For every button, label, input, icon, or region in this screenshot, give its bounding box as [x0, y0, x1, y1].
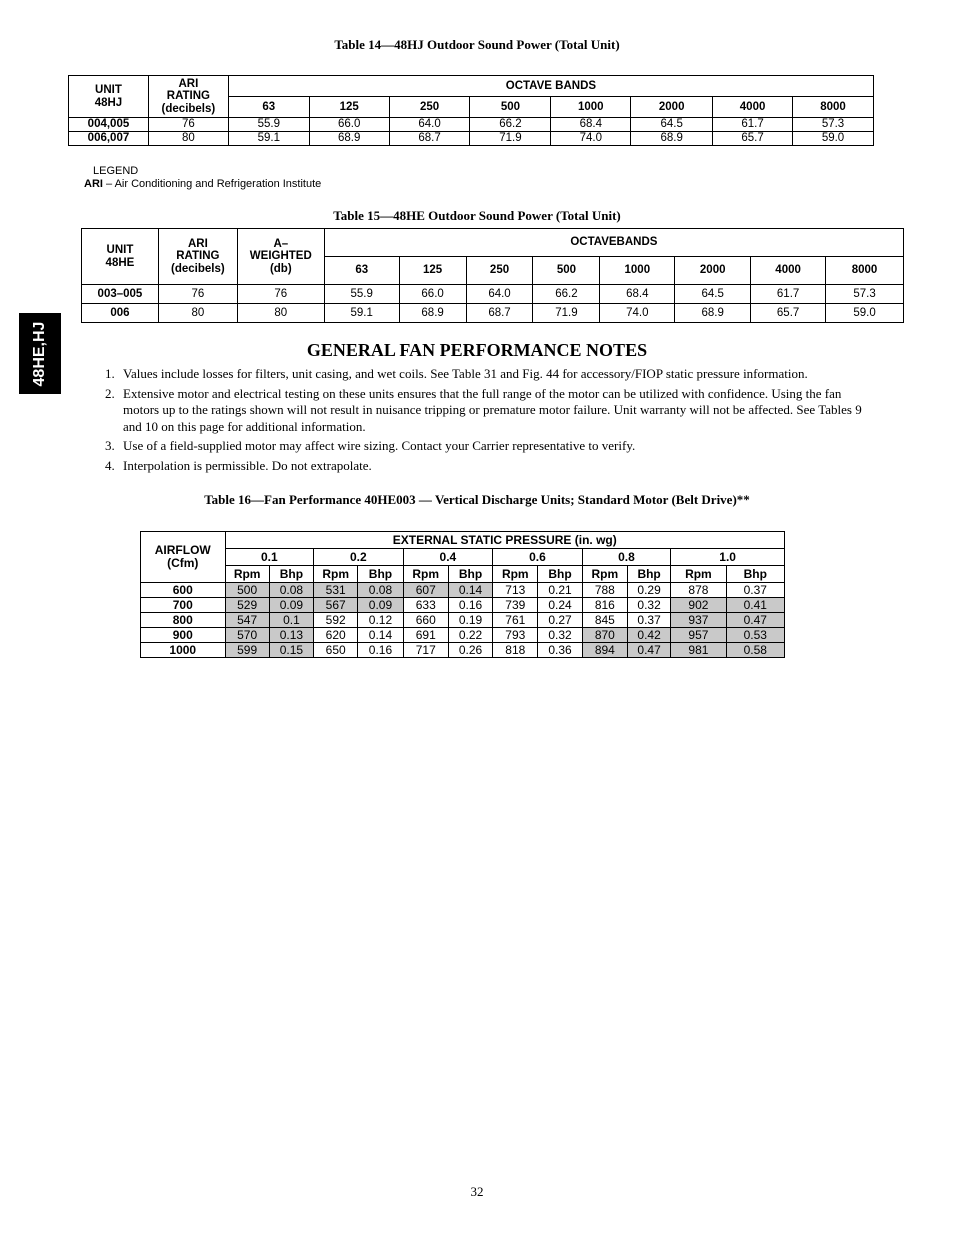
value-cell: 71.9: [470, 132, 551, 146]
value-cell: 55.9: [228, 118, 309, 132]
rpm-cell: 547: [225, 613, 269, 628]
header-line: RATING: [166, 90, 210, 103]
table-row: [82, 285, 904, 304]
bhp-cell: 0.16: [358, 643, 403, 658]
band-header: 250: [466, 257, 533, 285]
legend-abbr: ARI: [84, 178, 103, 190]
rpm-cell: 981: [671, 643, 726, 658]
header-line: ARI: [187, 238, 208, 251]
bhp-cell: 0.58: [726, 643, 784, 658]
airflow-cell: 900: [141, 628, 226, 643]
table15-aweighted-header: [237, 229, 324, 285]
legend-title: LEGEND: [93, 165, 139, 177]
bhp-header: Bhp: [627, 566, 670, 583]
legend-entry: [84, 178, 321, 190]
notes-list: [105, 366, 875, 477]
band-header: 1000: [551, 97, 631, 118]
bhp-cell: 0.27: [538, 613, 582, 628]
value-cell: 68.9: [309, 132, 389, 146]
table-row: [69, 132, 874, 146]
value-cell: 68.9: [631, 132, 713, 146]
rpm-cell: 937: [671, 613, 726, 628]
bhp-cell: 0.08: [358, 583, 403, 598]
aweighted-cell: 80: [237, 304, 324, 323]
value-cell: 66.0: [399, 285, 466, 304]
bhp-cell: 0.26: [448, 643, 492, 658]
rpm-header: Rpm: [671, 566, 726, 583]
rpm-cell: 957: [671, 628, 726, 643]
value-cell: 64.5: [675, 285, 751, 304]
unit-cell: 003–005: [82, 285, 159, 304]
table-row: [69, 118, 874, 132]
airflow-cell: 600: [141, 583, 226, 598]
value-cell: 57.3: [826, 285, 904, 304]
airflow-cell: 800: [141, 613, 226, 628]
rpm-cell: 902: [671, 598, 726, 613]
band-header: 500: [533, 257, 600, 285]
bhp-cell: 0.14: [358, 628, 403, 643]
band-header: 2000: [675, 257, 751, 285]
value-cell: 68.7: [389, 132, 470, 146]
bhp-cell: 0.09: [358, 598, 403, 613]
rpm-cell: 717: [403, 643, 448, 658]
value-cell: 64.5: [631, 118, 713, 132]
bhp-cell: 0.1: [269, 613, 313, 628]
value-cell: 61.7: [713, 118, 793, 132]
bhp-cell: 0.32: [538, 628, 582, 643]
notes-heading: GENERAL FAN PERFORMANCE NOTES: [306, 340, 648, 360]
table16-caption: Table 16—Fan Performance 40HE003 — Vertical Discharge Units; Standard Motor (Belt Drive)**: [204, 492, 750, 507]
bhp-cell: 0.41: [726, 598, 784, 613]
value-cell: 59.0: [826, 304, 904, 323]
header-line: (Cfm): [167, 556, 199, 570]
band-header: 8000: [793, 97, 874, 118]
value-cell: 66.2: [533, 285, 600, 304]
note-item: [105, 366, 875, 383]
bhp-header: Bhp: [358, 566, 403, 583]
bhp-cell: 0.12: [358, 613, 403, 628]
page-number: 32: [470, 1184, 484, 1199]
header-line: (decibels): [171, 262, 225, 275]
value-cell: 64.0: [466, 285, 533, 304]
bhp-cell: 0.08: [269, 583, 313, 598]
bhp-cell: 0.16: [448, 598, 492, 613]
table-row: [82, 304, 904, 323]
legend-text: Air Conditioning and Refrigeration Institute: [114, 178, 322, 190]
pressure-header: 1.0: [671, 549, 785, 566]
bhp-cell: 0.37: [726, 583, 784, 598]
header-line: A–: [273, 238, 289, 251]
rpm-cell: 570: [225, 628, 269, 643]
table-row: [141, 643, 785, 658]
value-cell: 59.0: [793, 132, 874, 146]
bhp-header: Bhp: [726, 566, 784, 583]
bhp-cell: 0.13: [269, 628, 313, 643]
unit-cell: 004,005: [69, 118, 149, 132]
header-line: UNIT: [106, 244, 134, 257]
aweighted-cell: 76: [237, 285, 324, 304]
rpm-cell: 713: [493, 583, 538, 598]
note-number: 1.: [105, 366, 115, 381]
note-text: Values include losses for filters, unit casing, and wet coils. See Table 31 and Fig. 44 for accessory/FIOP static pressure information.: [123, 366, 808, 381]
airflow-cell: 700: [141, 598, 226, 613]
rpm-cell: 870: [582, 628, 627, 643]
note-number: 2.: [105, 385, 115, 401]
bhp-cell: 0.53: [726, 628, 784, 643]
value-cell: 57.3: [793, 118, 874, 132]
band-header: 4000: [751, 257, 826, 285]
note-text: Use of a field-supplied motor may affect wire sizing. Contact your Carrier representative to verify.: [123, 438, 636, 453]
pressure-header: 0.4: [403, 549, 493, 566]
table-row: [141, 628, 785, 643]
pressure-header: 0.1: [225, 549, 314, 566]
value-cell: 64.0: [389, 118, 470, 132]
rpm-cell: 816: [582, 598, 627, 613]
value-cell: 59.1: [324, 304, 399, 323]
legend-sep: –: [106, 178, 113, 190]
header-line: (db): [269, 262, 292, 275]
rpm-header: Rpm: [403, 566, 448, 583]
table15-ari-header: [158, 229, 237, 285]
bhp-cell: 0.36: [538, 643, 582, 658]
value-cell: 68.4: [551, 118, 631, 132]
band-header: 250: [389, 97, 470, 118]
ari-cell: 80: [148, 132, 228, 146]
pressure-header: 0.8: [582, 549, 671, 566]
band-header: 125: [399, 257, 466, 285]
rpm-cell: 878: [671, 583, 726, 598]
rpm-cell: 894: [582, 643, 627, 658]
value-cell: 68.9: [675, 304, 751, 323]
value-cell: 59.1: [228, 132, 309, 146]
bhp-cell: 0.42: [627, 628, 670, 643]
table15: [81, 228, 904, 323]
bhp-cell: 0.09: [269, 598, 313, 613]
note-item: [105, 438, 875, 455]
rpm-cell: 599: [225, 643, 269, 658]
table14-unit-header: [69, 76, 149, 118]
rpm-cell: 607: [403, 583, 448, 598]
rpm-cell: 660: [403, 613, 448, 628]
table15-caption: Table 15—48HE Outdoor Sound Power (Total Unit): [333, 208, 621, 223]
header-line: RATING: [176, 250, 220, 263]
bhp-header: Bhp: [269, 566, 313, 583]
table14: [68, 75, 874, 146]
header-line: AIRFLOW: [154, 543, 211, 558]
bhp-cell: 0.22: [448, 628, 492, 643]
table16-airflow-header: [141, 532, 226, 583]
note-number: 4.: [105, 457, 115, 473]
band-header: 2000: [631, 97, 713, 118]
bhp-cell: 0.47: [627, 643, 670, 658]
band-header: 125: [309, 97, 389, 118]
ari-cell: 76: [158, 285, 237, 304]
rpm-cell: 739: [493, 598, 538, 613]
band-header: 8000: [826, 257, 904, 285]
value-cell: 74.0: [551, 132, 631, 146]
value-cell: 55.9: [324, 285, 399, 304]
band-header: 4000: [713, 97, 793, 118]
side-tab-label: 48HE,HJ: [31, 321, 48, 386]
table16: [140, 531, 785, 658]
table14-ari-header: [148, 76, 228, 118]
pressure-header: 0.2: [314, 549, 404, 566]
rpm-cell: 567: [314, 598, 358, 613]
value-cell: 68.9: [399, 304, 466, 323]
rpm-cell: 845: [582, 613, 627, 628]
table15-unit-header: [82, 229, 159, 285]
rpm-cell: 620: [314, 628, 358, 643]
ari-cell: 80: [158, 304, 237, 323]
bhp-cell: 0.32: [627, 598, 670, 613]
value-cell: 65.7: [751, 304, 826, 323]
bhp-cell: 0.47: [726, 613, 784, 628]
value-cell: 66.2: [470, 118, 551, 132]
value-cell: 66.0: [309, 118, 389, 132]
table14-caption: Table 14—48HJ Outdoor Sound Power (Total Unit): [334, 37, 620, 52]
band-header: 63: [324, 257, 399, 285]
bhp-header: Bhp: [448, 566, 492, 583]
rpm-cell: 793: [493, 628, 538, 643]
table-row: [141, 613, 785, 628]
header-line: ARI: [178, 78, 199, 91]
unit-cell: 006: [82, 304, 159, 323]
rpm-cell: 788: [582, 583, 627, 598]
note-text: Interpolation is permissible. Do not extrapolate.: [123, 457, 372, 473]
rpm-cell: 500: [225, 583, 269, 598]
header-line: (decibels): [161, 102, 216, 115]
rpm-cell: 818: [493, 643, 538, 658]
table-row: [141, 598, 785, 613]
note-item: [105, 458, 875, 475]
bhp-cell: 0.14: [448, 583, 492, 598]
bhp-cell: 0.37: [627, 613, 670, 628]
pressure-header: 0.6: [493, 549, 583, 566]
header-line: UNIT: [95, 84, 122, 97]
unit-cell: 006,007: [69, 132, 149, 146]
rpm-header: Rpm: [225, 566, 269, 583]
value-cell: 71.9: [533, 304, 600, 323]
bhp-cell: 0.21: [538, 583, 582, 598]
table15-octave-header: OCTAVEBANDS: [324, 229, 903, 257]
rpm-header: Rpm: [582, 566, 627, 583]
rpm-cell: 592: [314, 613, 358, 628]
rpm-cell: 761: [493, 613, 538, 628]
note-text: Extensive motor and electrical testing on these units ensures that the full range of the motor can be utilized with confidence. Using the fan motors up to the ratings shown will not result in nuisance tripping or premature motor failure. Unit warranty will not be affected. See Tables 9 and 10 on this page for additional information.: [123, 385, 862, 434]
rpm-cell: 529: [225, 598, 269, 613]
bhp-cell: 0.19: [448, 613, 492, 628]
value-cell: 74.0: [600, 304, 675, 323]
bhp-header: Bhp: [538, 566, 582, 583]
header-line: 48HE: [105, 256, 135, 269]
value-cell: 61.7: [751, 285, 826, 304]
note-number: 3.: [105, 438, 115, 453]
table14-octave-header: OCTAVE BANDS: [228, 76, 873, 97]
ari-cell: 76: [148, 118, 228, 132]
rpm-header: Rpm: [314, 566, 358, 583]
bhp-cell: 0.24: [538, 598, 582, 613]
bhp-cell: 0.29: [627, 583, 670, 598]
table16-esp-header: EXTERNAL STATIC PRESSURE (in. wg): [225, 532, 784, 549]
value-cell: 68.4: [600, 285, 675, 304]
value-cell: 68.7: [466, 304, 533, 323]
rpm-cell: 691: [403, 628, 448, 643]
band-header: 63: [228, 97, 309, 118]
bhp-cell: 0.15: [269, 643, 313, 658]
band-header: 500: [470, 97, 551, 118]
band-header: 1000: [600, 257, 675, 285]
header-line: 48HJ: [94, 96, 123, 109]
note-item: [105, 386, 875, 436]
rpm-cell: 531: [314, 583, 358, 598]
value-cell: 65.7: [713, 132, 793, 146]
rpm-cell: 633: [403, 598, 448, 613]
rpm-header: Rpm: [493, 566, 538, 583]
rpm-cell: 650: [314, 643, 358, 658]
table-row: [141, 583, 785, 598]
airflow-cell: 1000: [141, 643, 226, 658]
header-line: WEIGHTED: [249, 250, 312, 263]
